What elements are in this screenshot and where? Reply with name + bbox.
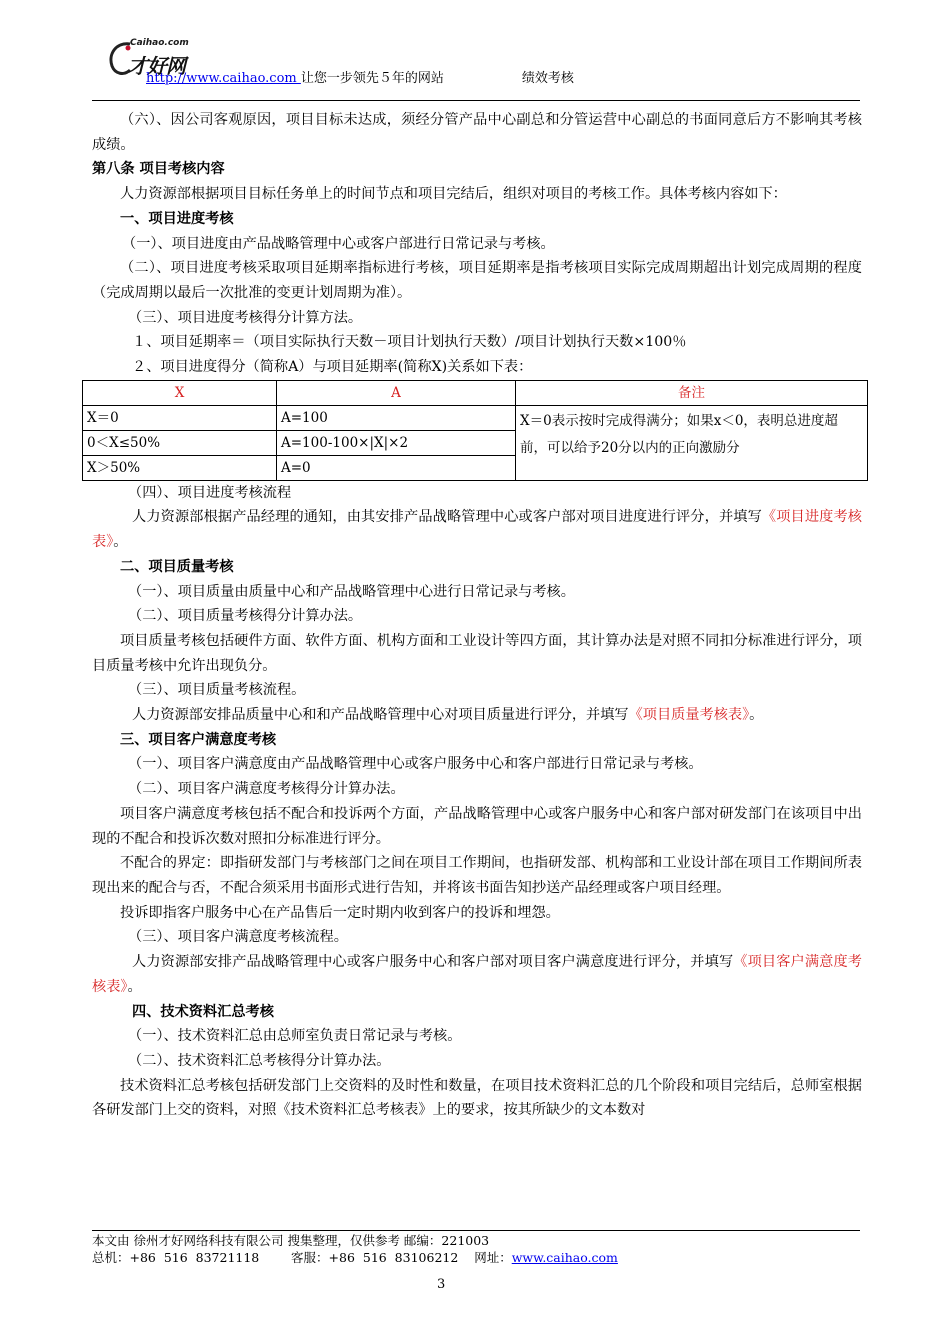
table-cell: A=0 bbox=[277, 455, 516, 480]
paragraph bbox=[92, 703, 862, 728]
paragraph: （三）、项目进度考核得分计算方法。 bbox=[128, 309, 363, 326]
paragraph bbox=[92, 505, 862, 554]
footer-line-2 bbox=[92, 1249, 618, 1266]
paragraph: ２、项目进度得分（简称A）与项目延期率(简称X)关系如下表： bbox=[132, 359, 533, 376]
logo-cn-text: 才好网 bbox=[128, 54, 185, 78]
header-url-link[interactable]: http://www.caihao.com bbox=[146, 71, 301, 86]
paragraph: 技术资料汇总考核包括研发部门上交资料的及时性和数量，在项目技术资料汇总的几个阶段和项目完结后，总师室根据各研发部门上交的资料，对照《技术资料汇总考核表》上的要求，按其所缺少的文本数对 bbox=[92, 1077, 862, 1119]
paragraph: （二）、项目进度考核采取项目延期率指标进行考核，项目延期率是指考核项目实际完成周期超出计划完成周期的程度（完成周期以最后一次批准的变更计划周期为准）。 bbox=[92, 260, 862, 301]
form-reference: 《项目进度考核表》 bbox=[92, 509, 862, 551]
paragraph-text: 。 bbox=[127, 978, 142, 995]
section-heading: 二、项目质量考核 bbox=[120, 558, 234, 575]
paragraph: 项目客户满意度考核包括不配合和投诉两个方面，产品战略管理中心或客户服务中心和客户部对研发部门在该项目中出现的不配合和投诉次数对照扣分标准进行评分。 bbox=[92, 805, 862, 847]
header-line bbox=[146, 67, 574, 86]
paragraph-text: 。 bbox=[113, 534, 128, 551]
progress-score-table bbox=[82, 380, 868, 481]
paragraph: 投诉即指客户服务中心在产品售后一定时期内收到客户的投诉和埋怨。 bbox=[120, 904, 560, 921]
paragraph: 人力资源部根据项目目标任务单上的时间节点和项目完结后，组织对项目的考核工作。具体考核内容如下： bbox=[120, 186, 787, 203]
paragraph bbox=[92, 950, 862, 999]
paragraph: （六）、因公司客观原因，项目目标未达成，须经分管产品中心副总和分管运营中心副总的书面同意后方不影响其考核成绩。 bbox=[92, 112, 862, 153]
table-cell: A=100 bbox=[277, 405, 516, 430]
table-row bbox=[83, 405, 868, 430]
table-header-cell: A bbox=[277, 380, 516, 405]
paragraph: （二）、技术资料汇总考核得分计算办法。 bbox=[128, 1052, 391, 1069]
formula-line: １、项目延期率＝（项目实际执行天数－项目计划执行天数）/项目计划执行天数×100％ bbox=[132, 334, 687, 351]
form-reference: 《项目客户满意度考核表》 bbox=[92, 954, 862, 995]
paragraph: （四）、项目进度考核流程 bbox=[128, 484, 292, 501]
article-heading: 第八条 项目考核内容 bbox=[92, 161, 225, 178]
paragraph-text: 人力资源部根据产品经理的通知，由其安排产品战略管理中心或客户部对项目进度进行评分，并填写 bbox=[132, 509, 762, 526]
section-heading: 一、项目进度考核 bbox=[120, 210, 234, 227]
paragraph-text: 。 bbox=[749, 707, 764, 724]
table-cell: X＞50% bbox=[83, 455, 277, 480]
logo-brand-text: Caihao.com bbox=[130, 38, 189, 48]
footer-website-link[interactable]: www.caihao.com bbox=[511, 1250, 618, 1265]
paragraph: （一）、项目质量由质量中心和产品战略管理中心进行日常记录与考核。 bbox=[128, 583, 575, 600]
form-reference: 《项目质量考核表》 bbox=[628, 707, 750, 724]
paragraph: （二）、项目客户满意度考核得分计算办法。 bbox=[128, 781, 405, 798]
footer-rule bbox=[92, 1230, 860, 1231]
header-slogan: 让您一步领先５年的网站 bbox=[300, 71, 444, 86]
page-header bbox=[92, 34, 860, 102]
page-number: 3 bbox=[437, 1277, 446, 1292]
table-header-cell: 备注 bbox=[516, 380, 868, 405]
table-cell: 0＜X≤50% bbox=[83, 430, 277, 455]
paragraph: （一）、项目客户满意度由产品战略管理中心或客户服务中心和客户部进行日常记录与考核。 bbox=[128, 756, 703, 773]
paragraph: 项目质量考核包括硬件方面、软件方面、机构方面和工业设计等四方面，其计算办法是对照不同扣分标准进行评分，项目质量考核中允许出现负分。 bbox=[92, 632, 862, 674]
footer-contacts: 总机：+86 516 83721118 客服：+86 516 83106212 网址： bbox=[92, 1250, 512, 1265]
document-body bbox=[87, 108, 862, 1123]
section-heading: 三、项目客户满意度考核 bbox=[120, 731, 277, 748]
paragraph-text: 人力资源部安排产品战略管理中心或客户服务中心和客户部对项目客户满意度进行评分，并填写 bbox=[132, 954, 734, 971]
paragraph: （二）、项目质量考核得分计算办法。 bbox=[128, 608, 363, 625]
paragraph: 不配合的界定：即指研发部门与考核部门之间在项目工作期间，也指研发部、机构部和工业设计部在项目工作期间所表现出来的配合与否，不配合须采用书面形式进行告知，并将该书面告知抄送产品经理或客户项目经理。 bbox=[92, 855, 862, 896]
header-category: 绩效考核 bbox=[521, 71, 574, 86]
footer-line-1: 本文由 徐州才好网络科技有限公司 搜集整理，仅供参考 邮编：221003 bbox=[92, 1233, 490, 1248]
paragraph: （一）、技术资料汇总由总师室负责日常记录与考核。 bbox=[128, 1028, 462, 1045]
header-rule bbox=[92, 100, 860, 101]
paragraph: （三）、项目客户满意度考核流程。 bbox=[128, 929, 348, 946]
section-heading: 四、技术资料汇总考核 bbox=[132, 1003, 274, 1020]
table-note-cell: X＝0表示按时完成得满分；如果x＜0，表明总进度超前，可以给予20分以内的正向激励分 bbox=[516, 405, 868, 480]
table-header-cell: X bbox=[83, 380, 277, 405]
page-footer bbox=[92, 1232, 618, 1266]
table-header-row bbox=[83, 380, 868, 405]
table-cell: X＝0 bbox=[83, 405, 277, 430]
paragraph: （三）、项目质量考核流程。 bbox=[128, 682, 306, 699]
table-cell: A=100-100×|X|×2 bbox=[277, 430, 516, 455]
paragraph-text: 人力资源部安排品质量中心和和产品战略管理中心对项目质量进行评分，并填写 bbox=[132, 707, 629, 724]
paragraph: （一）、项目进度由产品战略管理中心或客户部进行日常记录与考核。 bbox=[122, 235, 555, 252]
